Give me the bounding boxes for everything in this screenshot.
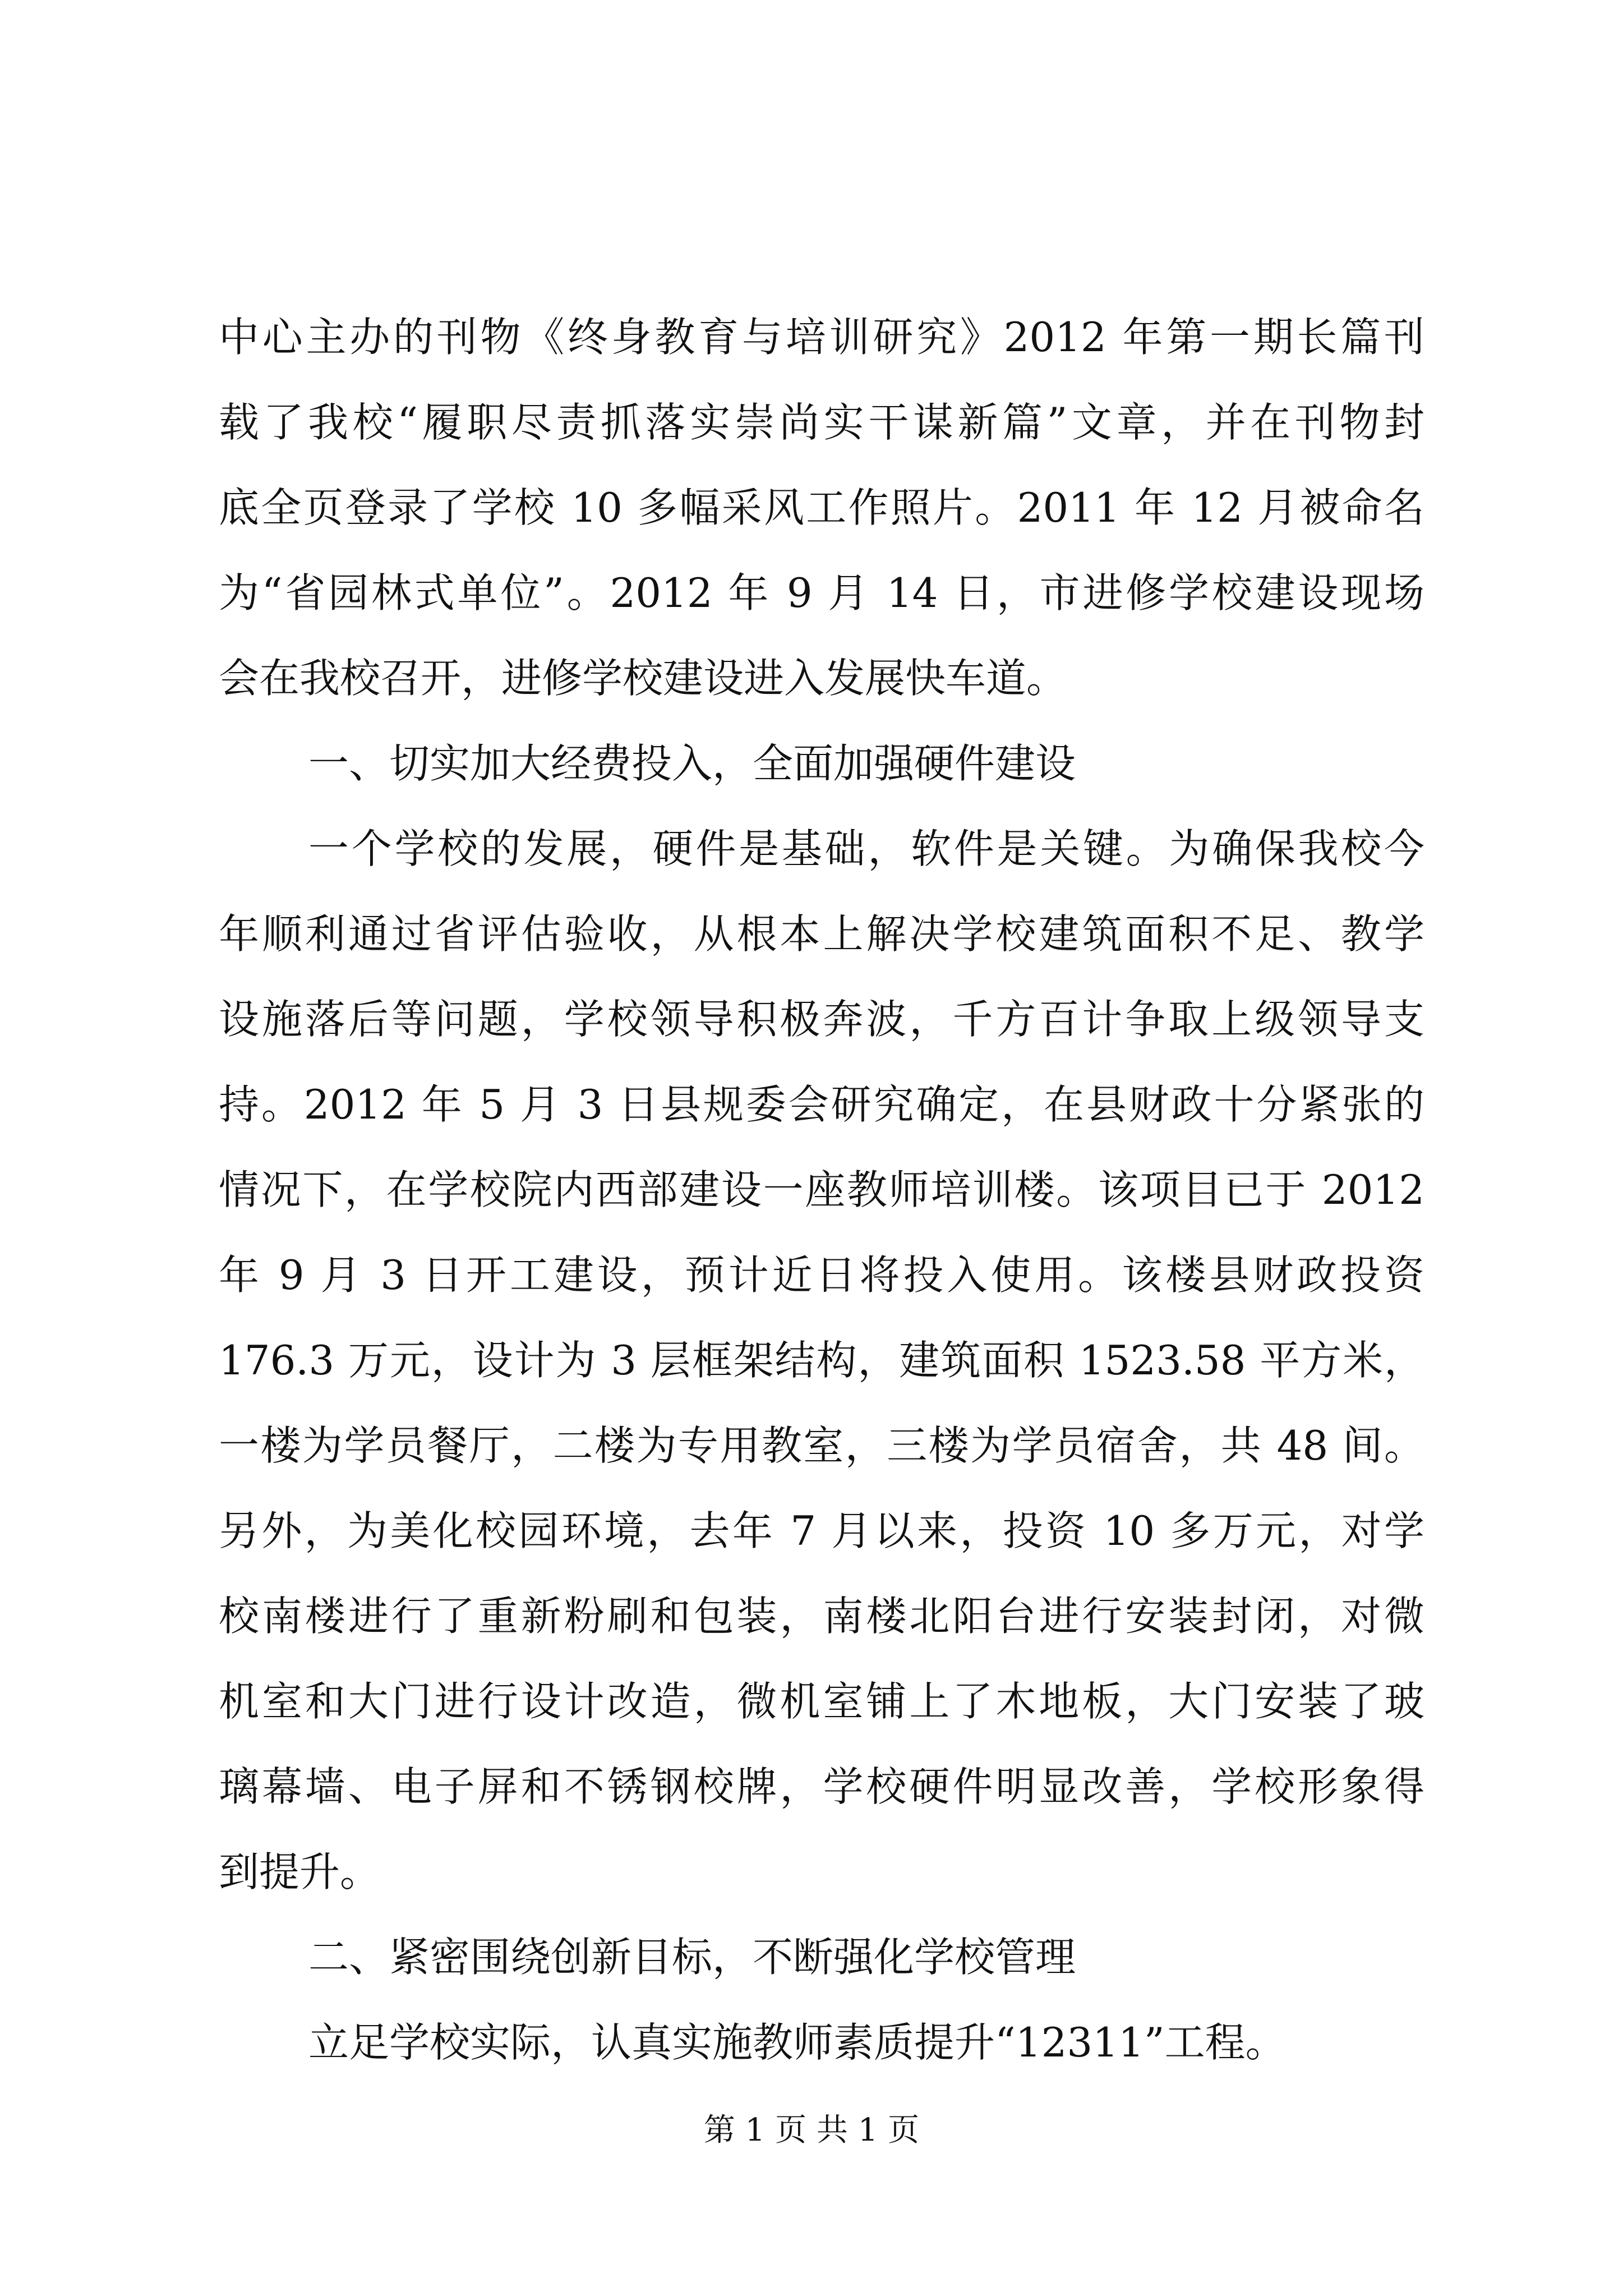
body-line: 中心主办的刊物《终身教育与培训研究》2012 年第一期长篇刊 <box>219 314 1424 361</box>
body-line: 一个学校的发展，硬件是基础，软件是关键。为确保我校今 <box>308 825 1424 872</box>
body-line: 设施落后等问题，学校领导积极奔波，千方百计争取上级领导支 <box>219 996 1424 1043</box>
body-line: 到提升。 <box>219 1848 381 1895</box>
document-body <box>219 295 1424 2085</box>
body-line: 持。2012 年 5 月 3 日县规委会研究确定，在县财政十分紧张的 <box>219 1081 1424 1128</box>
body-line: 情况下，在学校院内西部建设一座教师培训楼。该项目已于 2012 <box>219 1166 1424 1213</box>
body-line: 年 9 月 3 日开工建设，预计近日将投入使用。该楼县财政投资 <box>219 1251 1424 1299</box>
body-line: 校南楼进行了重新粉刷和包装，南楼北阳台进行安装封闭，对微 <box>219 1593 1424 1640</box>
section-heading: 一、切实加大经费投入，全面加强硬件建设 <box>308 740 1076 787</box>
body-line: 176.3 万元，设计为 3 层框架结构，建筑面积 1523.58 平方米， <box>219 1337 1424 1384</box>
body-line: 载了我校“履职尽责抓落实崇尚实干谋新篇”文章，并在刊物封 <box>219 399 1424 446</box>
body-line: 璃幕墙、电子屏和不锈钢校牌，学校硬件明显改善，学校形象得 <box>219 1763 1424 1810</box>
section-heading: 二、紧密围绕创新目标，不断强化学校管理 <box>308 1934 1076 1981</box>
body-line: 会在我校召开，进修学校建设进入发展快车道。 <box>219 655 1067 702</box>
body-line: 底全页登录了学校 10 多幅采风工作照片。2011 年 12 月被命名 <box>219 484 1424 531</box>
body-line: 另外，为美化校园环境，去年 7 月以来，投资 10 多万元，对学 <box>219 1507 1424 1554</box>
body-line: 年顺利通过省评估验收，从根本上解决学校建筑面积不足、教学 <box>219 910 1424 958</box>
body-line: 机室和大门进行设计改造，微机室铺上了木地板，大门安装了玻 <box>219 1678 1424 1725</box>
body-line: 一楼为学员餐厅，二楼为专用教室，三楼为学员宿舍，共 48 间。 <box>219 1422 1424 1469</box>
page-number-footer: 第 1 页 共 1 页 <box>703 2112 920 2148</box>
body-line: 为“省园林式单位”。2012 年 9 月 14 日，市进修学校建设现场 <box>219 569 1424 616</box>
body-line: 立足学校实际，认真实施教师素质提升“12311”工程。 <box>308 2019 1286 2066</box>
